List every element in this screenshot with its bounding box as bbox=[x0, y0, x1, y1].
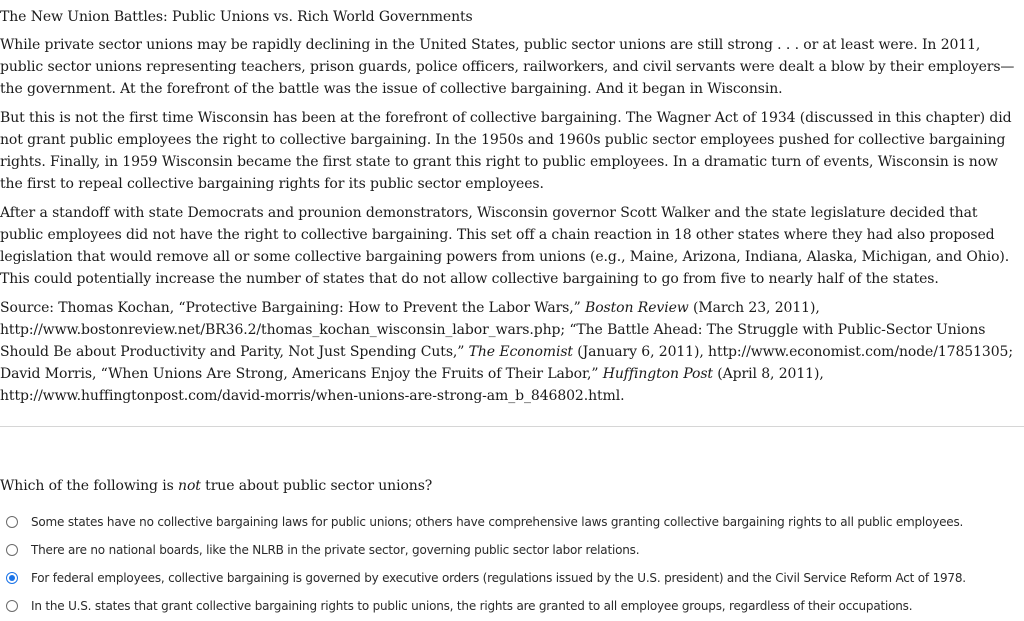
question-emphasis: not bbox=[178, 478, 201, 494]
answer-option-1[interactable] bbox=[6, 508, 1021, 536]
answer-option-label[interactable]: There are no national boards, like the NLRB in the private sector, governing public sector labor relations. bbox=[31, 543, 640, 557]
source-text-1: Source: Thomas Kochan, “Protective Bargaining: How to Prevent the Labor Wars,” bbox=[0, 300, 586, 316]
source-text-4: (April 8, 2011), http://www.huffingtonpost.com/david-morris/when-unions-are-strong-am_b_846802.html. bbox=[0, 366, 824, 404]
question-text-after: true about public sector unions? bbox=[200, 478, 433, 494]
passage-paragraph-3: After a standoff with state Democrats and prounion demonstrators, Wisconsin governor Scott Walker and the state legislature decided that public employees did not have the right to collective bargaining. This set off a chain reaction in 18 other states where they had also proposed legislation that would remove all or some collective bargaining powers from unions (e.g., Maine, Arizona, Indiana, Alaska, Michigan, and Ohio). This could potentially increase the number of states that do not allow collective bargaining to go from five to nearly half of the states. bbox=[0, 205, 1010, 287]
question-text-before: Which of the following is bbox=[0, 478, 179, 494]
reading-passage bbox=[0, 6, 1024, 414]
question-prompt bbox=[0, 475, 432, 497]
answer-option-label[interactable]: For federal employees, collective bargaining is governed by executive orders (regulations issued by the U.S. president) and the Civil Service Reform Act of 1978. bbox=[31, 571, 966, 585]
passage-title: The New Union Battles: Public Unions vs. Rich World Governments bbox=[0, 9, 473, 25]
source-text-3: (January 6, 2011), http://www.economist.com/node/17851305; David Morris, “When Unions Are Strong, Americans Enjoy the Fruits of Their Labor,” bbox=[0, 344, 1013, 382]
passage-source bbox=[0, 297, 1024, 407]
answer-options bbox=[6, 508, 1021, 620]
radio-button[interactable] bbox=[6, 544, 18, 556]
source-publication-huffington-post: Huffington Post bbox=[602, 366, 713, 382]
answer-option-label[interactable]: In the U.S. states that grant collective bargaining rights to public unions, the rights are granted to all employee groups, regardless of their occupations. bbox=[31, 599, 913, 613]
radio-button[interactable] bbox=[6, 572, 18, 584]
passage-paragraph-1: While private sector unions may be rapidly declining in the United States, public sector unions are still strong . . . or at least were. In 2011, public sector unions representing teachers, prison guards, police officers, railworkers, and civil servants were dealt a blow by their employers—the government. At the forefront of the battle was the issue of collective bargaining. And it began in Wisconsin. bbox=[0, 37, 1015, 97]
answer-option-2[interactable] bbox=[6, 536, 1021, 564]
passage-paragraph-2: But this is not the first time Wisconsin has been at the forefront of collective bargaining. The Wagner Act of 1934 (discussed in this chapter) did not grant public employees the right to collective bargaining. In the 1950s and 1960s public sector employees pushed for collective bargaining rights. Finally, in 1959 Wisconsin became the first state to grant this right to public employees. In a dramatic turn of events, Wisconsin is now the first to repeal collective bargaining rights for its public sector employees. bbox=[0, 110, 1012, 192]
section-divider bbox=[0, 426, 1024, 427]
source-publication-boston-review: Boston Review bbox=[585, 300, 689, 316]
radio-button[interactable] bbox=[6, 516, 18, 528]
answer-option-4[interactable] bbox=[6, 592, 1021, 620]
source-text-2: (March 23, 2011), http://www.bostonreview.net/BR36.2/thomas_kochan_wisconsin_labor_wars.php; “The Battle Ahead: The Struggle with Public-Sector Unions Should Be about Productivity and Parity, Not Just Spending Cuts,” bbox=[0, 300, 986, 360]
answer-option-3[interactable] bbox=[6, 564, 1021, 592]
source-publication-economist: The Economist bbox=[468, 344, 573, 360]
answer-option-label[interactable]: Some states have no collective bargaining laws for public unions; others have comprehensive laws granting collective bargaining rights to all public employees. bbox=[31, 515, 964, 529]
radio-button[interactable] bbox=[6, 600, 18, 612]
